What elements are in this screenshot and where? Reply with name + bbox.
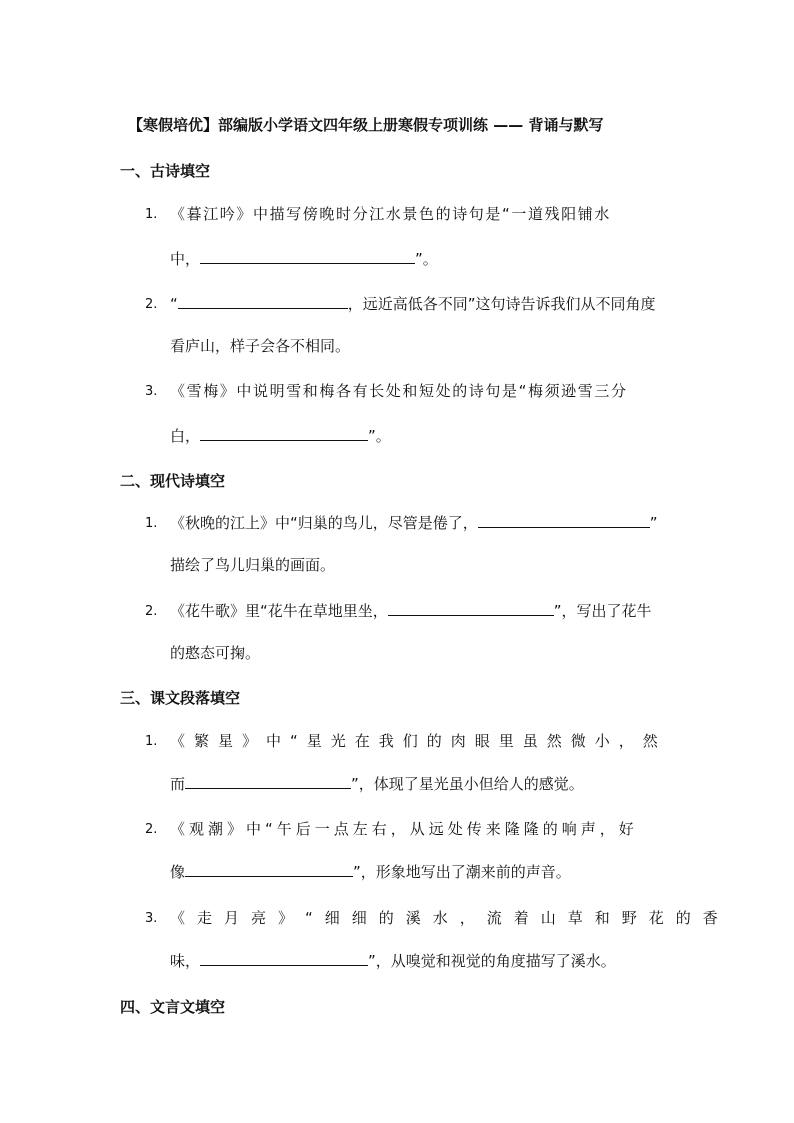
question-text: 味，	[170, 952, 201, 970]
question-number: 2.	[145, 822, 158, 837]
question-line: 《繁星》中“星光在我们的肉眼里虽然微小，然	[170, 732, 667, 750]
answer-blank[interactable]	[185, 862, 353, 877]
question-line	[170, 425, 391, 446]
question-line: 《雪梅》中说明雪和梅各有长处和短处的诗句是“梅须逊雪三分	[170, 382, 628, 400]
answer-blank[interactable]	[478, 513, 650, 528]
question-number: 3.	[145, 911, 158, 926]
question-number: 1.	[145, 207, 158, 222]
question-text: 《秋晚的江上》中“归巢的鸟儿，尽管是倦了，	[170, 514, 478, 532]
question-line	[170, 861, 571, 882]
question-line	[170, 512, 658, 533]
question-text: ”，形象地写出了潮来前的声音。	[353, 863, 571, 881]
question-text: 而	[170, 775, 186, 793]
question-text: 《花牛歌》里“花牛在草地里坐，	[170, 602, 388, 620]
question-number: 3.	[145, 384, 158, 399]
question-line: 看庐山，样子会各不相同。	[170, 337, 351, 355]
question-line	[170, 600, 652, 621]
question-line: 描绘了鸟儿归巢的画面。	[170, 556, 336, 574]
question-line	[170, 773, 584, 794]
question-text: 白，	[170, 427, 201, 445]
question-text: ”。	[368, 427, 391, 445]
page-title: 【寒假培优】部编版小学语文四年级上册寒假专项训练 —— 背诵与默写	[128, 116, 604, 134]
question-text: “	[170, 295, 178, 313]
answer-blank[interactable]	[200, 951, 368, 966]
section-heading-3: 三、课文段落填空	[120, 689, 241, 707]
question-text: ”。	[415, 250, 438, 268]
question-line	[170, 293, 656, 314]
question-text: ”，写出了花牛	[553, 602, 652, 620]
question-text: 中，	[170, 250, 201, 268]
question-text: ”，体现了星光虽小但给人的感觉。	[351, 775, 584, 793]
question-line: 《暮江吟》中描写傍晚时分江水景色的诗句是“一道残阳铺水	[170, 205, 611, 223]
question-number: 2.	[145, 604, 158, 619]
question-line	[170, 248, 438, 269]
question-number: 1.	[145, 734, 158, 749]
answer-blank[interactable]	[178, 294, 348, 309]
answer-blank[interactable]	[200, 249, 415, 264]
question-text: ，远近高低各不同”这句诗告诉我们从不同角度	[347, 295, 656, 313]
question-line: 的憨态可掬。	[170, 644, 261, 662]
question-line	[170, 950, 616, 971]
answer-blank[interactable]	[185, 774, 351, 789]
section-heading-1: 一、古诗填空	[120, 162, 211, 180]
answer-blank[interactable]	[388, 601, 554, 616]
question-text: 像	[170, 863, 186, 881]
section-heading-2: 二、现代诗填空	[120, 472, 226, 490]
question-number: 1.	[145, 516, 158, 531]
question-line: 《观潮》中“午后一点左右，从远处传来隆隆的响声，好	[170, 820, 638, 838]
section-heading-4: 四、文言文填空	[120, 998, 226, 1016]
question-text: ”	[649, 514, 658, 532]
question-line: 《走月亮》“细细的溪水，流着山草和野花的香	[170, 909, 730, 927]
question-text: ”，从嗅觉和视觉的角度描写了溪水。	[368, 952, 616, 970]
question-number: 2.	[145, 297, 158, 312]
answer-blank[interactable]	[200, 426, 368, 441]
